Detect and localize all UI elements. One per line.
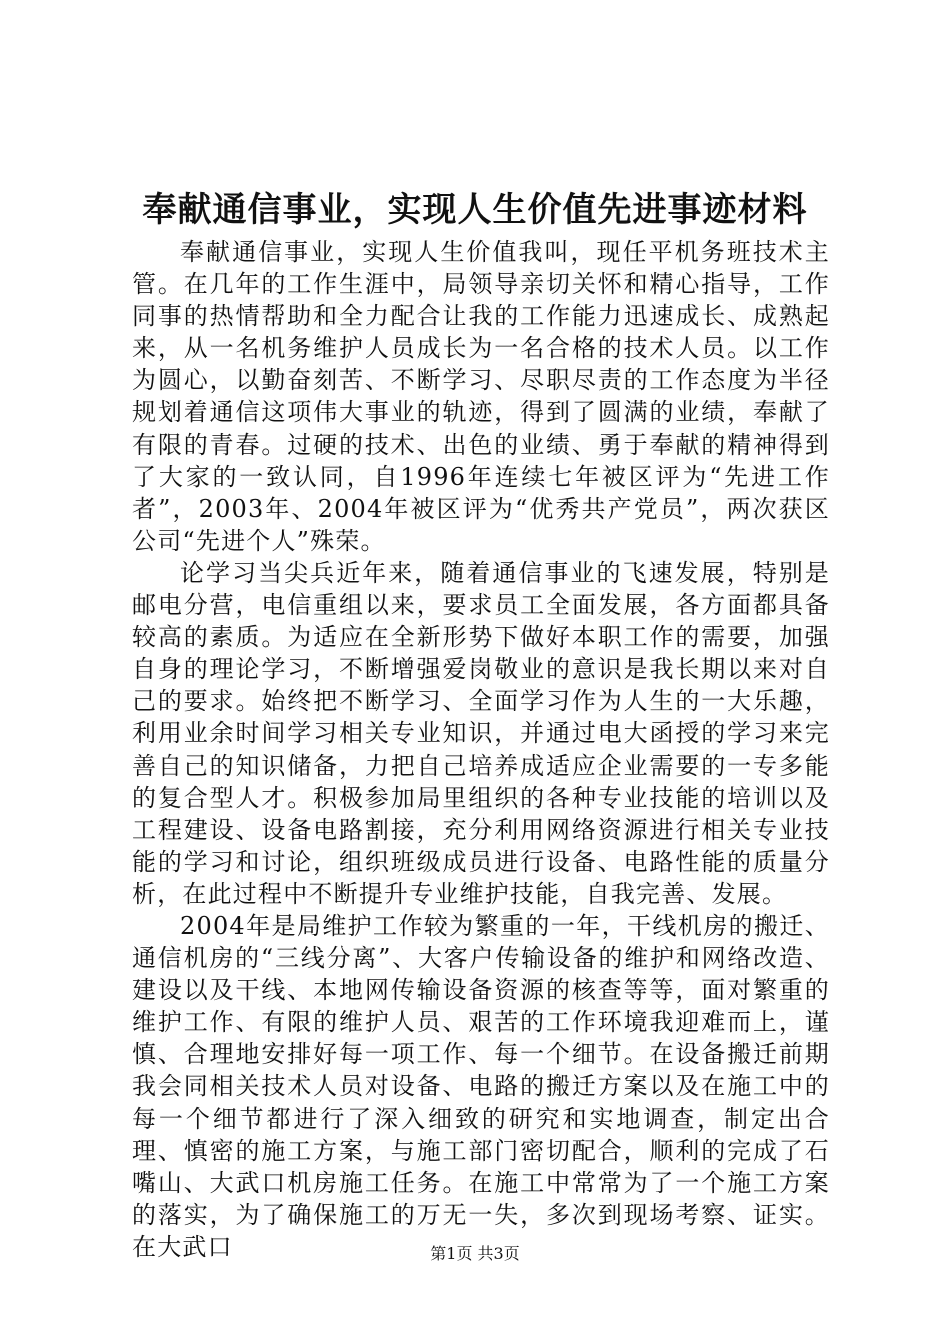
paragraph: 2004年是局维护工作较为繁重的一年，干线机房的搬迁、通信机房的“三线分离”、大客户传输设备的维护和网络改造、建设以及干线、本地网传输设备资源的核查等等，面对繁重的维护工作、有限的维护人员、艰苦的工作环境我迎难而上，谨慎、合理地安排好每一项工作、每一个细节。在设备搬迁前期我会同相关技术人员对设备、电路的搬迁方案以及在施工中的每一个细节都进行了深入细致的研究和实地调查，制定出合理、慎密的施工方案，与施工部门密切配合，顺利的完成了石嘴山、大武口机房施工任务。在施工中常常为了一个施工方案的落实，为了确保施工的万无一失，多次到现场考察、证实。在大武口 (132, 911, 830, 1261)
document-title: 奉献通信事业，实现人生价值先进事迹材料 (142, 190, 808, 230)
paragraph: 奉献通信事业，实现人生价值我叫，现任平机务班技术主管。在几年的工作生涯中，局领导亲切关怀和精心指导，工作同事的热情帮助和全力配合让我的工作能力迅速成长、成熟起来，从一名机务维护人员成长为一名合格的技术人员。以工作为圆心，以勤奋刻苦、不断学习、尽职尽责的工作态度为半径规划着通信这项伟大事业的轨迹，得到了圆满的业绩，奉献了有限的青春。过硬的技术、出色的业绩、勇于奉献的精神得到了大家的一致认同，自1996年连续七年被区评为“先进工作者”，2003年、2004年被区评为“优秀共产党员”，两次获区公司“先进个人”殊荣。 (132, 238, 830, 555)
paragraph: 论学习当尖兵近年来，随着通信事业的飞速发展，特别是邮电分营，电信重组以来，要求员工全面发展，各方面都具备较高的素质。为适应在全新形势下做好本职工作的需要，加强自身的理论学习，不断增强爱岗敬业的意识是我长期以来对自己的要求。始终把不断学习、全面学习作为人生的一大乐趣，利用业余时间学习相关专业知识，并通过电大函授的学习来完善自己的知识储备，力把自己培养成适应企业需要的一专多能的复合型人才。积极参加局里组织的各种专业技能的培训以及工程建设、设备电路割接，充分利用网络资源进行相关专业技能的学习和讨论，组织班级成员进行设备、电路性能的质量分析，在此过程中不断提升专业维护技能，自我完善、发展。 (132, 558, 830, 908)
document-body (132, 236, 830, 1263)
page-footer: 第1页 共3页 (430, 1244, 520, 1263)
